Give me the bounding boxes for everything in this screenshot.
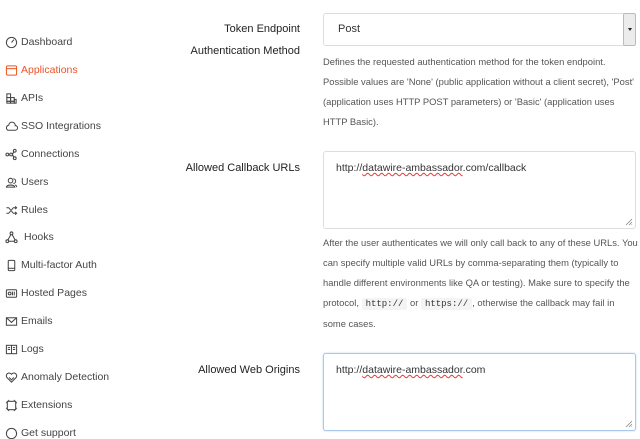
- value-text: .com/callback: [462, 162, 527, 174]
- sidebar-item-label: Extensions: [21, 399, 73, 411]
- sidebar-item-emails[interactable]: [4, 312, 53, 330]
- code-http: http://: [362, 298, 408, 310]
- sidebar-item-get-support[interactable]: [4, 424, 76, 439]
- callback-urls-textarea[interactable]: [323, 151, 636, 229]
- value-text: http://: [336, 364, 363, 376]
- sidebar-item-label: Dashboard: [21, 36, 73, 48]
- label-line: Token Endpoint: [224, 23, 300, 35]
- callback-urls-label: Allowed Callback URLs: [185, 162, 300, 174]
- web-origins-label: Allowed Web Origins: [198, 364, 300, 376]
- sidebar-item-multi-factor-auth[interactable]: [4, 256, 97, 274]
- sidebar-item-connections[interactable]: [4, 145, 79, 163]
- sidebar-item-hosted-pages[interactable]: [4, 284, 87, 302]
- sidebar-item-label: Anomaly Detection: [21, 371, 110, 383]
- help-text: or: [410, 297, 419, 308]
- api-blocks-icon: [4, 91, 18, 105]
- sidebar-item-label: Hosted Pages: [21, 287, 87, 299]
- value-text-misspelled: datawire-ambassador: [362, 162, 463, 174]
- sidebar-item-label: Connections: [21, 148, 80, 160]
- page-card-icon: [4, 286, 18, 300]
- sidebar-item-label: APIs: [21, 92, 44, 104]
- sidebar-item-label: Multi-factor Auth: [21, 259, 97, 271]
- hooks-triangle-icon: [4, 230, 18, 244]
- sidebar-item-applications[interactable]: [4, 61, 78, 79]
- phone-icon: [4, 258, 18, 272]
- token-endpoint-auth-select[interactable]: [323, 13, 636, 46]
- sidebar-item-users[interactable]: [4, 173, 48, 191]
- users-icon: [4, 175, 18, 189]
- token-endpoint-label: [191, 18, 300, 62]
- label-line: Authentication Method: [190, 45, 300, 57]
- circle-icon: [4, 426, 18, 439]
- sidebar-item-logs[interactable]: [4, 340, 44, 358]
- gauge-icon: [4, 35, 18, 49]
- sidebar-item-label: Rules: [21, 204, 48, 216]
- share-nodes-icon: [4, 147, 18, 161]
- book-icon: [4, 342, 18, 356]
- web-origins-textarea[interactable]: [323, 353, 636, 431]
- resize-grip-icon[interactable]: [624, 419, 633, 428]
- sidebar-item-label: Get support: [21, 427, 76, 439]
- caret-down-icon: [628, 28, 632, 31]
- select-dropdown-button[interactable]: [623, 13, 636, 46]
- select-value: Post: [338, 23, 361, 35]
- chip-icon: [4, 398, 18, 412]
- envelope-icon: [4, 314, 18, 328]
- value-text-misspelled: datawire-ambassador: [362, 364, 463, 376]
- sidebar-nav: [0, 0, 170, 439]
- sidebar-item-sso-integrations[interactable]: [4, 117, 101, 135]
- sidebar-item-label: Users: [21, 176, 49, 188]
- sidebar-item-rules[interactable]: [4, 201, 48, 219]
- value-text: http://: [336, 162, 363, 174]
- cloud-icon: [4, 119, 18, 133]
- token-endpoint-help: Defines the requested authentication method for the token endpoint. Possible values are 'None' (public application without a client secret), 'Post' (application uses HTTP POST parameters) or 'Basic' (application uses HTTP Basic).: [323, 56, 634, 127]
- value-text: .com: [462, 364, 486, 376]
- sidebar-item-anomaly-detection[interactable]: [4, 368, 109, 386]
- window-icon: [4, 63, 18, 77]
- sidebar-item-label: SSO Integrations: [21, 120, 101, 132]
- sidebar-item-extensions[interactable]: [4, 396, 72, 414]
- code-https: https://: [421, 298, 472, 310]
- help-text: , otherwise the callback may fail in some cases.: [323, 297, 615, 329]
- sidebar-item-label: Hooks: [24, 231, 54, 243]
- help-text: After the user authenticates we will only call back to any of these URLs. You can specify multiple valid URLs by comma-separating them (typically to handle different environments like QA or testing). Make sure to specify the protocol,: [323, 237, 638, 308]
- heart-shield-icon: [4, 370, 18, 384]
- sidebar-item-dashboard[interactable]: [4, 33, 72, 51]
- sidebar-item-label: Applications: [21, 64, 78, 76]
- sidebar-item-label: Emails: [21, 315, 53, 327]
- resize-grip-icon[interactable]: [624, 217, 633, 226]
- sidebar-item-hooks[interactable]: [4, 228, 54, 246]
- sidebar-item-label: Logs: [21, 343, 44, 355]
- callback-urls-help: [323, 233, 639, 334]
- sidebar-item-apis[interactable]: [4, 89, 43, 107]
- shuffle-icon: [4, 203, 18, 217]
